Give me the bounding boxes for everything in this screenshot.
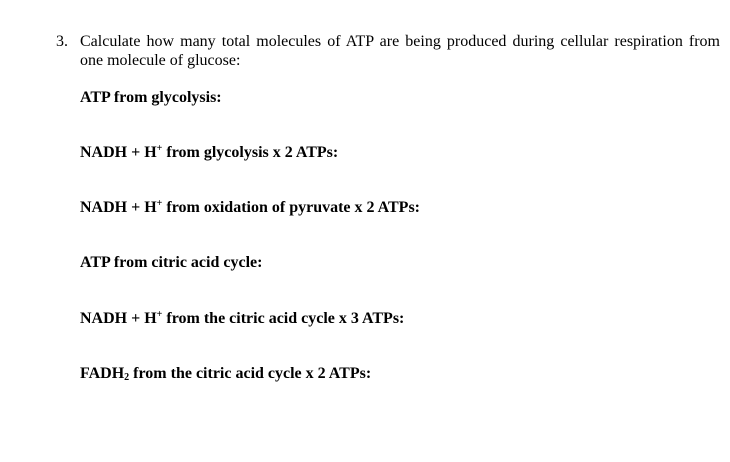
prompt-text: from the citric acid cycle x 3 ATPs: (162, 310, 405, 327)
subscript-two: 2 (124, 372, 130, 383)
atp-from-glycolysis-prompt (80, 88, 222, 107)
prompt-text: from oxidation of pyruvate x 2 ATPs: (162, 199, 420, 216)
prompt-text: NADH + H (80, 144, 157, 161)
question-text: Calculate how many total molecules of ATP are being produced during cellular respiration from one molecule of glucose: (80, 33, 720, 69)
superscript-plus: + (156, 309, 163, 320)
superscript-plus: + (156, 143, 163, 154)
atp-from-citric-acid-cycle-prompt (80, 253, 262, 272)
superscript-plus: + (156, 198, 163, 209)
question-number: 3. (56, 33, 68, 50)
prompt-text: from glycolysis x 2 ATPs: (162, 144, 339, 161)
prompt-text: ATP from citric acid cycle: (80, 254, 263, 271)
prompt-text: ATP from glycolysis: (80, 89, 222, 106)
prompt-text: from the citric acid cycle x 2 ATPs: (129, 365, 372, 382)
fadh2-from-citric-acid-cycle-prompt (80, 364, 371, 383)
nadh-from-glycolysis-prompt (80, 143, 338, 162)
prompt-text: FADH (80, 365, 125, 382)
nadh-from-citric-acid-cycle-prompt (80, 309, 404, 328)
nadh-from-pyruvate-oxidation-prompt (80, 198, 420, 217)
prompt-text: NADH + H (80, 199, 157, 216)
prompt-text: NADH + H (80, 310, 157, 327)
